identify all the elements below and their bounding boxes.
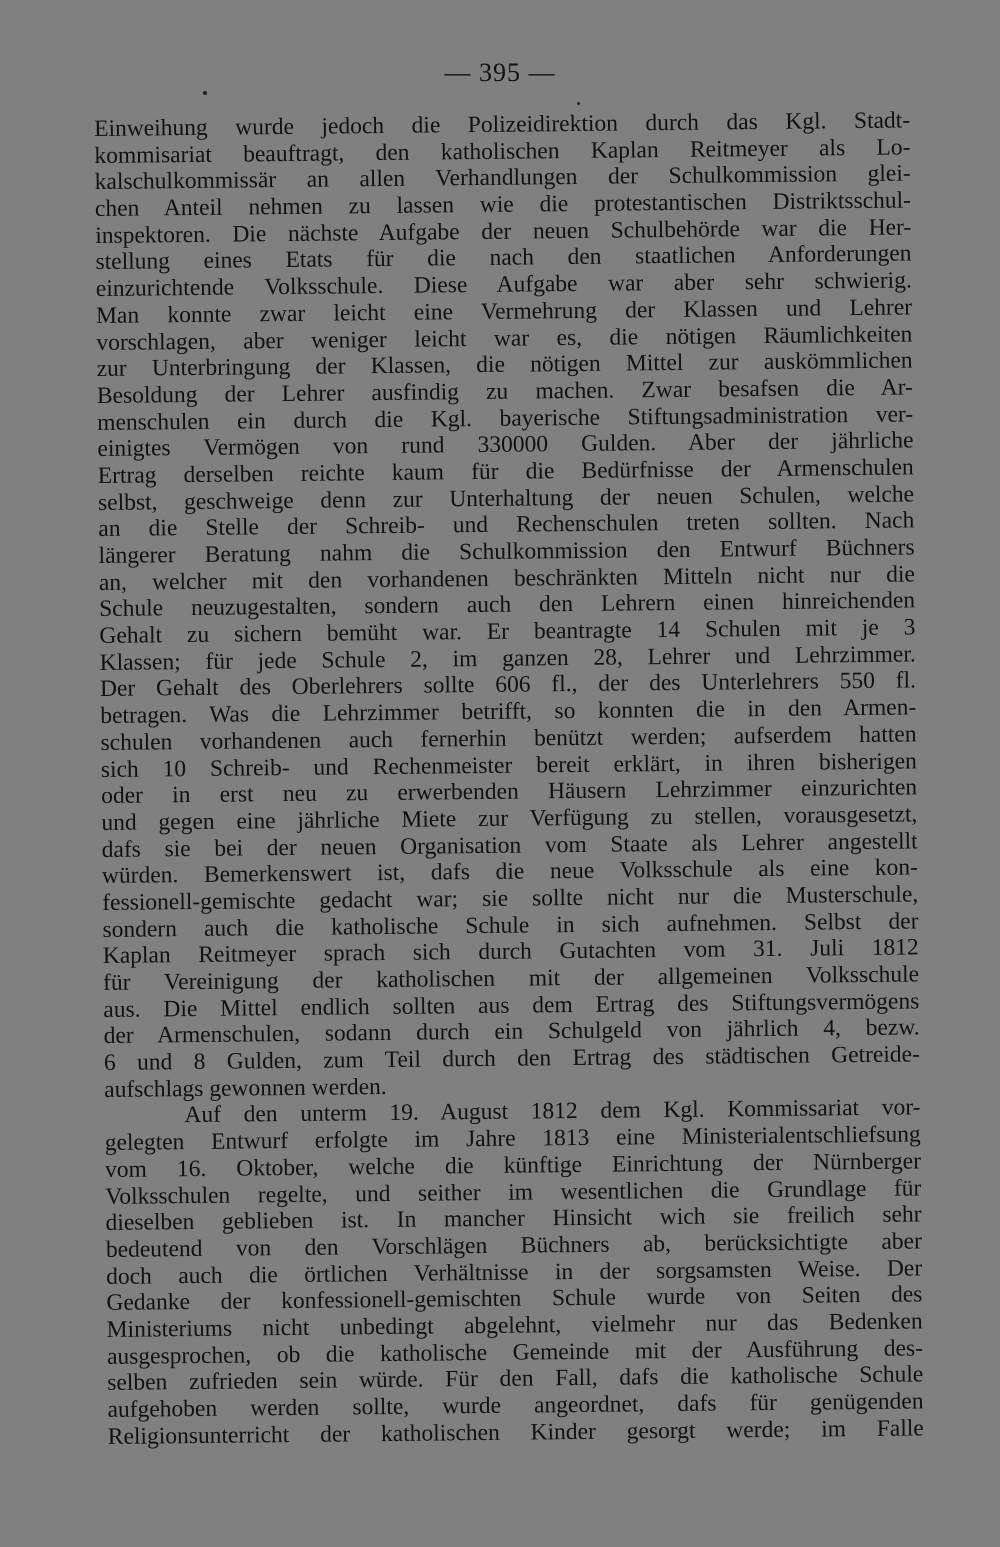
text-line: vorschlagen, aber weniger leicht war es, die nötigen Räumlichkeiten — [96, 320, 913, 356]
text-line: Auf den unterm 19. August 1812 dem Kgl. Kommissariat vor- — [184, 1094, 921, 1129]
text-line: vom 16. Oktober, welche die künftige Einrichtung der Nürnberger — [104, 1148, 922, 1183]
ink-speck — [577, 102, 580, 105]
text-line: selbst, geschweige denn zur Unterhaltung der neuen Schulen, welche — [97, 481, 915, 516]
text-line: kalschulkommissär an allen Verhandlungen der Schulkommission glei- — [94, 160, 911, 196]
text-line: Volksschulen regelte, und seither im wesentlichen die Grundlage für — [105, 1174, 922, 1210]
text-line: Besoldung der Lehrer ausfindig zu machen. Zwar besafsen die Ar- — [96, 374, 914, 409]
text-line: selben zufrieden sein würde. Für den Fall, dafs die katholische Schule — [107, 1361, 924, 1397]
text-line: 6 und 8 Gulden, zum Teil durch den Ertrag des städtischen Getreide- — [103, 1041, 921, 1077]
text-line: und gegen eine jährliche Miete zur Verfügung zu stellen, vorausgesetzt, — [101, 801, 918, 836]
text-line: gelegten Entwurf erfolgte im Jahre 1813 eine Ministerialentschliefsung — [104, 1121, 921, 1157]
text-line: würden. Bemerkenswert ist, dafs die neue Volksschule als eine kon- — [101, 854, 919, 890]
page-number-header: — 395 — — [444, 58, 556, 87]
text-line: an die Stelle der Schreib- und Rechenschulen treten sollten. Nach — [98, 507, 915, 543]
text-line: Klassen; für jede Schule 2, im ganzen 28, Lehrer und Lehrzimmer. — [99, 641, 916, 676]
text-line: einzurichtende Volksschule. Diese Aufgabe war aber sehr schwierig. — [95, 267, 912, 303]
text-line: Schule neuzugestalten, sondern auch den Lehrern einen hinreichenden — [99, 587, 916, 623]
text-line: fessionell-gemischte gedacht war; sie sollte nicht nur die Musterschule, — [102, 881, 919, 916]
text-line: oder in erst neu zu erwerbenden Häusern Lehrzimmer einzurichten — [100, 774, 918, 810]
text-line: Religionsunterricht der katholischen Kinder gesorgt werde; im Falle — [107, 1415, 924, 1450]
text-line: dieselben geblieben ist. In mancher Hinsicht wich sie freilich sehr — [105, 1201, 922, 1237]
text-line: sich 10 Schreib- und Rechenmeister bereit erklärt, in ihren bisherigen — [100, 747, 917, 783]
text-line: Gedanke der konfessionell-gemischten Schule wurde von Seiten des — [106, 1281, 923, 1317]
text-line: Gehalt zu sichern bemüht war. Er beantragte 14 Schulen mit je 3 — [99, 614, 916, 650]
text-line: Einweihung wurde jedoch die Polizeidirektion durch das Kgl. Stadt- — [94, 107, 911, 142]
text-line: sondern auch die katholische Schule in sich aufnehmen. Selbst der — [102, 908, 919, 943]
ink-speck — [203, 91, 207, 95]
text-line: bedeutend von den Vorschlägen Büchners ab, berücksichtigte aber — [105, 1228, 922, 1263]
text-line: der Armenschulen, sodann durch ein Schulgeld von jährlich 4, bezw. — [103, 1014, 920, 1050]
text-line: kommisariat beauftragt, den katholischen Kaplan Reitmeyer als Lo- — [94, 134, 911, 169]
text-line: doch auch die örtlichen Verhältnisse in der sorgsamsten Weise. Der — [106, 1254, 923, 1290]
text-line: an, welcher mit den vorhandenen beschränkten Mitteln nicht nur die — [98, 561, 915, 596]
text-line: dafs sie bei der neuen Organisation vom Staate als Lehrer angestellt — [101, 827, 918, 863]
text-line: zur Unterbringung der Klassen, die nötigen Mittel zur auskömmlichen — [96, 347, 913, 383]
body-text — [94, 107, 924, 1450]
text-line: inspektoren. Die nächste Aufgabe der neuen Schulbehörde war die Her- — [95, 214, 912, 249]
text-line: Ministeriums nicht unbedingt abgelehnt, vielmehr nur das Bedenken — [106, 1308, 923, 1343]
text-line: einigtes Vermögen von rund 330000 Gulden. Aber der jährliche — [97, 427, 914, 463]
text-line: Ertrag derselben reichte kaum für die Bedürfnisse der Armenschulen — [97, 454, 914, 489]
text-line: schulen vorhandenen auch fernerhin benützt werden; aufserdem hatten — [100, 721, 917, 756]
text-line: Man konnte zwar leicht eine Vermehrung der Klassen und Lehrer — [95, 294, 913, 329]
text-line: längerer Beratung nahm die Schulkommission den Entwurf Büchners — [98, 534, 915, 569]
text-line: Der Gehalt des Oberlehrers sollte 606 fl., der des Unterlehrers 550 fl. — [99, 667, 917, 703]
text-line: betragen. Was die Lehrzimmer betrifft, so konnten die in den Armen- — [100, 694, 917, 730]
text-line: ausgesprochen, ob die katholische Gemeinde mit der Ausführung des- — [106, 1335, 924, 1370]
text-line: aus. Die Mittel endlich sollten aus dem Ertrag des Stiftungsvermögens — [103, 988, 920, 1023]
text-line: chen Anteil nehmen zu lassen wie die protestantischen Distriktsschul- — [94, 187, 912, 223]
text-line: aufgehoben werden sollte, wurde angeordnet, dafs für genügenden — [107, 1388, 924, 1423]
text-line: menschulen ein durch die Kgl. bayerische Stiftungsadministration ver- — [97, 401, 914, 436]
text-line: Kaplan Reitmeyer sprach sich durch Gutachten vom 31. Juli 1812 — [102, 934, 919, 970]
text-line: für Vereinigung der katholischen mit der allgemeinen Volksschule — [102, 961, 920, 996]
text-line: aufschlags gewonnen werden. — [104, 1073, 387, 1103]
text-line: stellung eines Etats für die nach den staatlichen Anforderungen — [95, 240, 912, 276]
